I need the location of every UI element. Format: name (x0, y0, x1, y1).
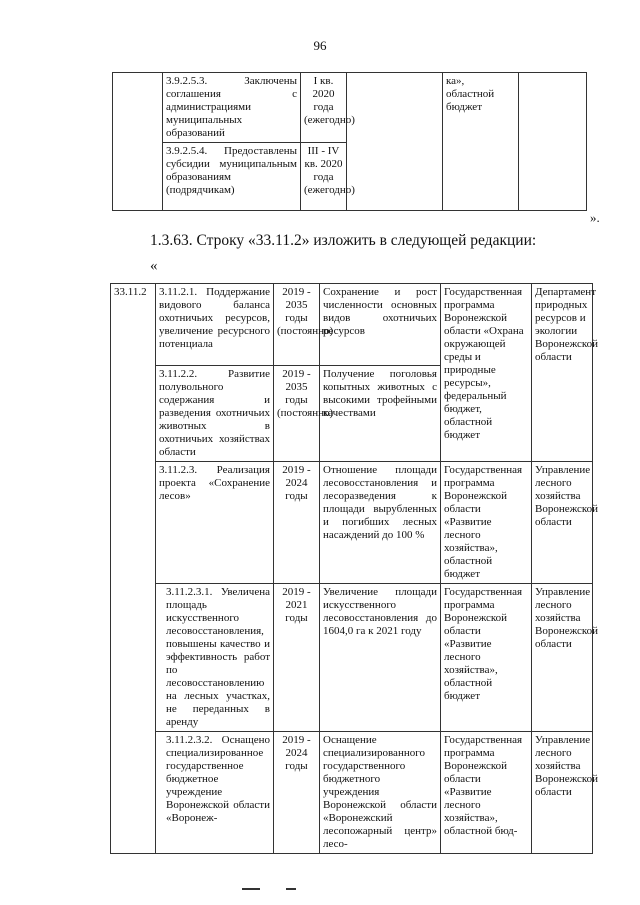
result-cell: Оснащение специализированного государственного бюджетного учреждения Воронежской области «Воронежский лесопожарный центр» лесо- (320, 732, 441, 854)
result-cell: Получение поголовья копытных животных с высокими трофейными качествами (320, 366, 441, 462)
source-cell: Государственная программа Воронежской области «Развитие лесного хозяйства», областной бюджет (441, 462, 532, 584)
footer-mark (242, 888, 260, 890)
closing-quote: ». (590, 210, 600, 225)
measure-cell: 3.11.2.3. Реализация проекта «Сохранение лесов» (156, 462, 274, 584)
table-row (111, 584, 593, 732)
result-cell (347, 73, 443, 211)
amendment-paragraph: 1.3.63. Строку «33.11.2» изложить в следующей редакции: (150, 232, 537, 249)
page-number: 96 (313, 38, 327, 53)
measure-cell: 3.11.2.1. Поддержание видового баланса охотничьих ресурсов, увеличение ресурсного потенциала (156, 284, 274, 366)
table-row (111, 284, 593, 366)
table-row (111, 732, 593, 854)
source-cell: ка», областной бюджет (443, 73, 519, 211)
period-cell: 2019 - 2024 годы (274, 462, 320, 584)
measure-cell: 3.9.2.5.3. Заключены соглашения с администрациями муниципальных образований (163, 73, 301, 143)
measure-cell: 3.11.2.2. Развитие полувольного содержания и разведения охотничьих животных в охотничьих хозяйствах области (156, 366, 274, 462)
code-cell: 33.11.2 (111, 284, 156, 854)
executor-cell: Управление лесного хозяйства Воронежской области (532, 732, 593, 854)
source-cell: Государственная программа Воронежской области «Охрана окружающей среды и природные ресурсы», федеральный бюджет, областной бюджет (441, 284, 532, 462)
table-row (113, 73, 587, 143)
table-row (111, 462, 593, 584)
executor-cell: Управление лесного хозяйства Воронежской области (532, 584, 593, 732)
measure-cell: 3.9.2.5.4. Предоставлены субсидии муниципальным образованиям (подрядчикам) (163, 143, 301, 211)
period-cell: 2019 - 2021 годы (274, 584, 320, 732)
period-cell: 2019 - 2024 годы (274, 732, 320, 854)
measure-cell: 3.11.2.3.2. Оснащено специализированное государственное бюджетное учреждение Воронежской области «Воронеж- (156, 732, 274, 854)
result-cell: Отношение площади лесовосстановления и лесоразведения к площади вырубленных и погибших лесных насаждений до 100 % (320, 462, 441, 584)
executor-cell (519, 73, 587, 211)
measure-cell: 3.11.2.3.1. Увеличена площадь искусственного лесовосстановления, повышены качество и эффективность работ по лесовосстановлению на лесных участках, не переданных в аренду (156, 584, 274, 732)
period-cell: I кв. 2020 года (ежегодно) (301, 73, 347, 143)
executor-cell: Управление лесного хозяйства Воронежской области (532, 462, 593, 584)
period-cell: 2019 - 2035 годы (постоянно) (274, 284, 320, 366)
result-cell: Сохранение и рост численности основных видов охотничьих ресурсов (320, 284, 441, 366)
source-cell: Государственная программа Воронежской области «Развитие лесного хозяйства», областной бюд- (441, 732, 532, 854)
period-cell: 2019 - 2035 годы (постоянно) (274, 366, 320, 462)
measures-table (110, 283, 599, 854)
period-cell: III - IV кв. 2020 года (ежегодно) (301, 143, 347, 211)
opening-quote: « (150, 258, 158, 274)
source-cell: Государственная программа Воронежской области «Развитие лесного хозяйства», областной бюджет (441, 584, 532, 732)
executor-cell: Департамент природных ресурсов и экологии Воронежской области (532, 284, 593, 462)
continuation-table (112, 72, 587, 211)
result-cell: Увеличение площади искусственного лесовосстановления до 1604,0 га к 2021 году (320, 584, 441, 732)
footer-mark (286, 888, 296, 890)
